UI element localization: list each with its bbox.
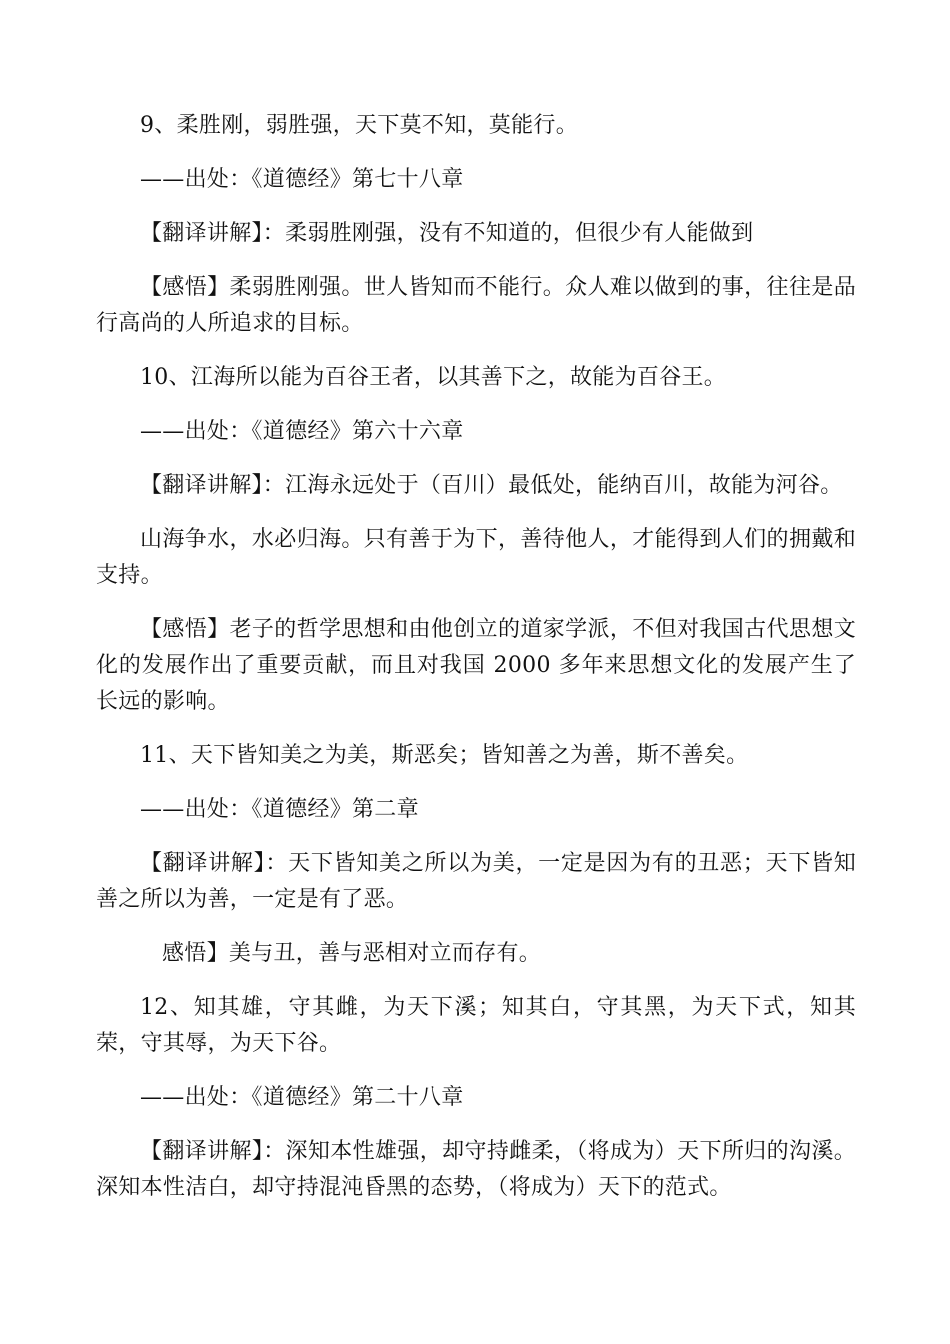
quote-11-text: 11、天下皆知美之为美，斯恶矣；皆知善之为善，斯不善矣。 xyxy=(140,743,749,768)
quote-12-text: 12、知其雄，守其雌，为天下溪；知其白，守其黑，为天下式，知其荣，守其辱，为天下谷。 xyxy=(96,995,856,1056)
quote-10-insight: 【感悟】老子的哲学思想和由他创立的道家学派，不但对我国古代思想文化的发展作出了重要贡献，而且对我国 2000 多年来思想文化的发展产生了长远的影响。 xyxy=(96,617,856,714)
quote-10-translation: 【翻译讲解】：江海永远处于（百川）最低处，能纳百川，故能为河谷。 xyxy=(140,473,843,498)
quote-12-translation: 【翻译讲解】：深知本性雄强，却守持雌柔，（将成为）天下所归的沟溪。深知本性洁白，却守持混沌昏黑的态势，（将成为）天下的范式。 xyxy=(96,1139,856,1200)
quote-9-text: 9、柔胜刚，弱胜强，天下莫不知，莫能行。 xyxy=(140,113,578,138)
quote-11-translation: 【翻译讲解】：天下皆知美之所以为美，一定是因为有的丑恶；天下皆知善之所以为善，一定是有了恶。 xyxy=(96,851,856,912)
quote-11-source: ——出处：《道德经》第二章 xyxy=(140,797,419,822)
quote-9-source: ——出处：《道德经》第七十八章 xyxy=(140,167,464,192)
quote-11-insight: 感悟】美与丑，善与恶相对立而存有。 xyxy=(162,941,542,966)
quote-9-translation: 【翻译讲解】：柔弱胜刚强，没有不知道的，但很少有人能做到 xyxy=(140,221,754,246)
quote-10-explanation: 山海争水，水必归海。只有善于为下，善待他人，才能得到人们的拥戴和支持。 xyxy=(96,527,856,588)
quote-10-text: 10、江海所以能为百谷王者，以其善下之，故能为百谷王。 xyxy=(140,365,727,390)
quote-9-insight: 【感悟】柔弱胜刚强。世人皆知而不能行。众人难以做到的事，往往是品行高尚的人所追求的目标。 xyxy=(96,275,856,336)
document-page xyxy=(96,108,856,1224)
quote-10-source: ——出处：《道德经》第六十六章 xyxy=(140,419,464,444)
quote-12-source: ——出处：《道德经》第二十八章 xyxy=(140,1085,464,1110)
